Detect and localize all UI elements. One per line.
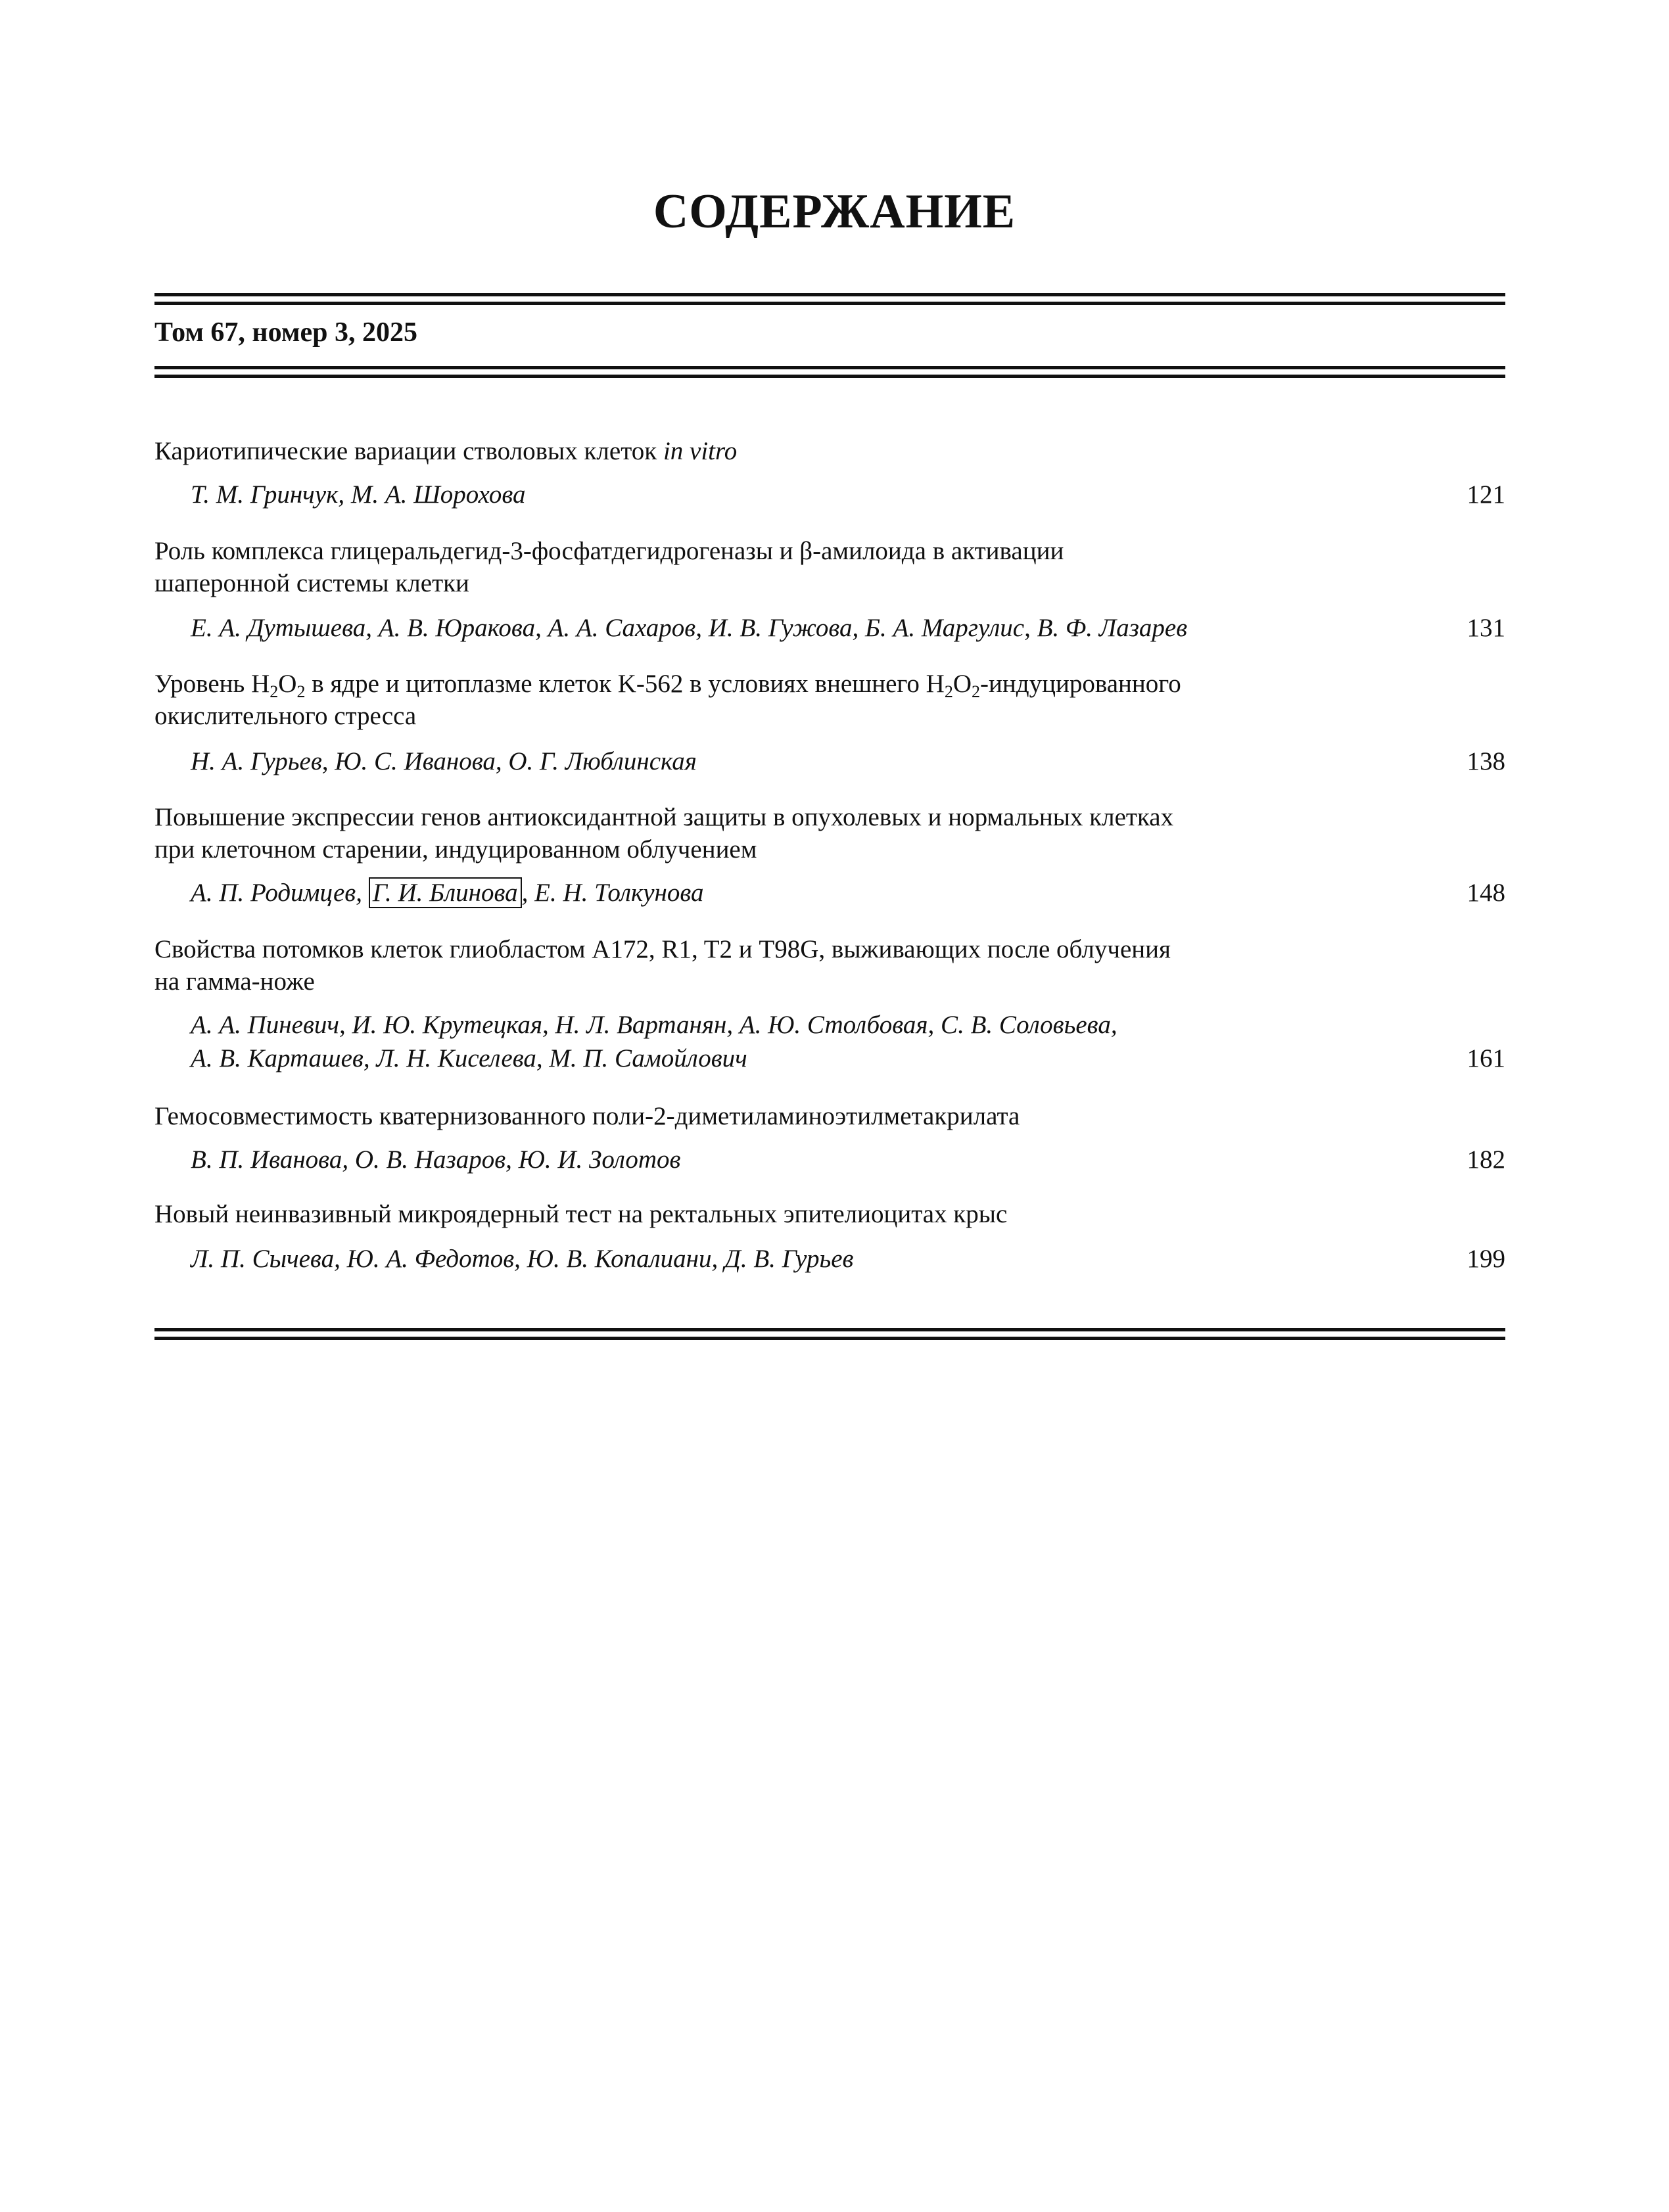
- divider: [154, 366, 1505, 369]
- article-title[interactable]: Новый неинвазивный микроядерный тест на ректальных эпителиоцитах крыс: [154, 1200, 1008, 1228]
- page-number[interactable]: 148: [1467, 879, 1505, 907]
- divider: [154, 1328, 1505, 1331]
- page-number[interactable]: 161: [1467, 1044, 1505, 1072]
- divider: [154, 302, 1505, 305]
- article-title[interactable]: Гемосовместимость кватернизованного поли-2-диметиламиноэтилметакрилата: [154, 1102, 1020, 1130]
- author-text: , Е. Н. Толкунова: [521, 879, 704, 907]
- article-authors: Е. А. Дутышева, А. В. Юракова, А. А. Сахаров, И. В. Гужова, Б. А. Маргулис, В. Ф. Лазарев: [191, 614, 1188, 642]
- subscript: 2: [972, 682, 981, 701]
- page-title: СОДЕРЖАНИЕ: [653, 185, 1016, 239]
- article-authors: Т. М. Гринчук, М. А. Шорохова: [191, 480, 526, 509]
- article-authors: [191, 878, 704, 908]
- article-authors: Н. А. Гурьев, Ю. С. Иванова, О. Г. Люблинская: [191, 747, 697, 775]
- subscript: 2: [270, 682, 279, 701]
- title-text: -индуцированного: [980, 670, 1181, 698]
- page-number[interactable]: 182: [1467, 1145, 1505, 1174]
- title-text: O: [278, 670, 297, 698]
- article-title[interactable]: Свойства потомков клеток глиобластом A172, R1, T2 и T98G, выживающих после облучения: [154, 935, 1171, 963]
- article-title[interactable]: Повышение экспрессии генов антиоксидантной защиты в опухолевых и нормальных клетках: [154, 803, 1174, 831]
- divider: [154, 1337, 1505, 1340]
- article-authors-cont: А. В. Карташев, Л. Н. Киселева, М. П. Самойлович: [191, 1044, 747, 1072]
- subscript: 2: [944, 682, 953, 701]
- author-text: А. П. Родимцев,: [191, 879, 369, 907]
- article-title[interactable]: [154, 436, 737, 466]
- article-title[interactable]: Роль комплекса глицеральдегид-3-фосфатдегидрогеназы и β-амилоида в активации: [154, 537, 1064, 565]
- article-authors: Л. П. Сычева, Ю. А. Федотов, Ю. В. Копалиани, Д. В. Гурьев: [191, 1245, 854, 1273]
- divider: [154, 293, 1505, 296]
- title-text: Кариотипические вариации стволовых клеток: [154, 437, 663, 465]
- page-number[interactable]: 121: [1467, 480, 1505, 509]
- issue-heading: Том 67, номер 3, 2025: [154, 317, 417, 348]
- title-text: O: [952, 670, 972, 698]
- page-number[interactable]: 138: [1467, 747, 1505, 775]
- article-title-cont[interactable]: при клеточном старении, индуцированном облучением: [154, 835, 757, 864]
- highlighted-author: Г. И. Блинова: [369, 877, 522, 908]
- article-title[interactable]: [154, 669, 1181, 699]
- subscript: 2: [296, 682, 306, 701]
- article-authors: А. А. Пиневич, И. Ю. Крутецкая, Н. Л. Вартанян, А. Ю. Столбовая, С. В. Соловьева,: [191, 1011, 1117, 1039]
- title-italic: in vitro: [663, 437, 738, 465]
- title-text: в ядре и цитоплазме клеток K-562 в условиях внешнего H: [305, 670, 945, 698]
- title-text: Уровень H: [154, 670, 270, 698]
- article-title-cont[interactable]: шаперонной системы клетки: [154, 569, 469, 597]
- article-title-cont[interactable]: на гамма-ноже: [154, 967, 315, 996]
- page-number[interactable]: 199: [1467, 1245, 1505, 1273]
- page-number[interactable]: 131: [1467, 614, 1505, 642]
- article-title-cont[interactable]: окислительного стресса: [154, 702, 417, 730]
- article-authors: В. П. Иванова, О. В. Назаров, Ю. И. Золотов: [191, 1145, 681, 1174]
- divider: [154, 375, 1505, 378]
